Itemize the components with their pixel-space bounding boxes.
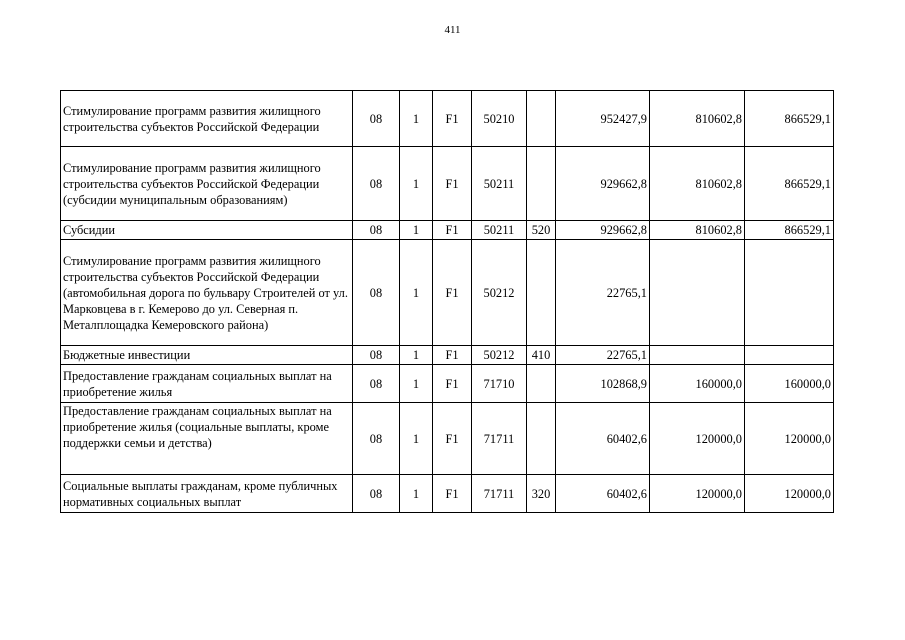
- table-row: [61, 365, 834, 403]
- program-code: F1: [433, 91, 472, 147]
- program-code: F1: [433, 221, 472, 240]
- subsection-code: 1: [400, 346, 433, 365]
- amount-year-2: 810602,8: [650, 221, 745, 240]
- amount-year-2: 810602,8: [650, 147, 745, 221]
- page-number: 411: [444, 24, 461, 36]
- program-code: F1: [433, 346, 472, 365]
- expense-type-code: [527, 365, 556, 403]
- direction-code: 50210: [472, 91, 527, 147]
- section-code: 08: [353, 475, 400, 513]
- amount-year-1: 929662,8: [556, 147, 650, 221]
- direction-code: 50212: [472, 346, 527, 365]
- direction-code: 71710: [472, 365, 527, 403]
- row-name: Социальные выплаты гражданам, кроме публичных нормативных социальных выплат: [61, 475, 353, 513]
- section-code: 08: [353, 147, 400, 221]
- expense-type-code: [527, 403, 556, 475]
- amount-year-1: 929662,8: [556, 221, 650, 240]
- section-code: 08: [353, 365, 400, 403]
- subsection-code: 1: [400, 365, 433, 403]
- table-row: [61, 475, 834, 513]
- amount-year-2: 160000,0: [650, 365, 745, 403]
- direction-code: 50212: [472, 240, 527, 346]
- expense-type-code: 320: [527, 475, 556, 513]
- amount-year-3: 866529,1: [745, 221, 834, 240]
- row-name: Бюджетные инвестиции: [61, 346, 353, 365]
- amount-year-1: 22765,1: [556, 240, 650, 346]
- subsection-code: 1: [400, 240, 433, 346]
- subsection-code: 1: [400, 147, 433, 221]
- amount-year-3: 160000,0: [745, 365, 834, 403]
- row-name: Предоставление гражданам социальных выплат на приобретение жилья (социальные выплаты, кроме поддержки семьи и детства): [61, 403, 353, 475]
- amount-year-3: 866529,1: [745, 147, 834, 221]
- table-body: [61, 91, 834, 513]
- expense-type-code: [527, 91, 556, 147]
- table-row: [61, 240, 834, 346]
- amount-year-2: 120000,0: [650, 475, 745, 513]
- table-row: [61, 403, 834, 475]
- subsection-code: 1: [400, 403, 433, 475]
- amount-year-2: [650, 346, 745, 365]
- program-code: F1: [433, 403, 472, 475]
- amount-year-2: 810602,8: [650, 91, 745, 147]
- table-row: [61, 221, 834, 240]
- amount-year-1: 60402,6: [556, 475, 650, 513]
- program-code: F1: [433, 365, 472, 403]
- program-code: F1: [433, 240, 472, 346]
- program-code: F1: [433, 147, 472, 221]
- table-row: [61, 346, 834, 365]
- amount-year-3: 866529,1: [745, 91, 834, 147]
- amount-year-3: 120000,0: [745, 403, 834, 475]
- subsection-code: 1: [400, 221, 433, 240]
- section-code: 08: [353, 240, 400, 346]
- amount-year-1: 60402,6: [556, 403, 650, 475]
- row-name: Стимулирование программ развития жилищного строительства субъектов Российской Федерации (автомобильная дорога по бульвару Строителей от ул. Марковцева в г. Кемерово до ул. Северная п. Металплощадка Кемеровского района): [61, 240, 353, 346]
- direction-code: 71711: [472, 403, 527, 475]
- row-name: Предоставление гражданам социальных выплат на приобретение жилья: [61, 365, 353, 403]
- table-row: [61, 91, 834, 147]
- amount-year-3: [745, 240, 834, 346]
- amount-year-1: 22765,1: [556, 346, 650, 365]
- section-code: 08: [353, 91, 400, 147]
- program-code: F1: [433, 475, 472, 513]
- amount-year-2: [650, 240, 745, 346]
- amount-year-1: 102868,9: [556, 365, 650, 403]
- section-code: 08: [353, 221, 400, 240]
- amount-year-3: [745, 346, 834, 365]
- direction-code: 50211: [472, 147, 527, 221]
- section-code: 08: [353, 403, 400, 475]
- row-name: Стимулирование программ развития жилищного строительства субъектов Российской Федерации (субсидии муниципальным образованиям): [61, 147, 353, 221]
- amount-year-1: 952427,9: [556, 91, 650, 147]
- expense-type-code: [527, 147, 556, 221]
- row-name: Стимулирование программ развития жилищного строительства субъектов Российской Федерации: [61, 91, 353, 147]
- subsection-code: 1: [400, 475, 433, 513]
- direction-code: 50211: [472, 221, 527, 240]
- amount-year-3: 120000,0: [745, 475, 834, 513]
- amount-year-2: 120000,0: [650, 403, 745, 475]
- section-code: 08: [353, 346, 400, 365]
- expense-type-code: [527, 240, 556, 346]
- table-row: [61, 147, 834, 221]
- expense-type-code: 410: [527, 346, 556, 365]
- row-name: Субсидии: [61, 221, 353, 240]
- subsection-code: 1: [400, 91, 433, 147]
- expense-type-code: 520: [527, 221, 556, 240]
- direction-code: 71711: [472, 475, 527, 513]
- budget-table: [60, 90, 834, 513]
